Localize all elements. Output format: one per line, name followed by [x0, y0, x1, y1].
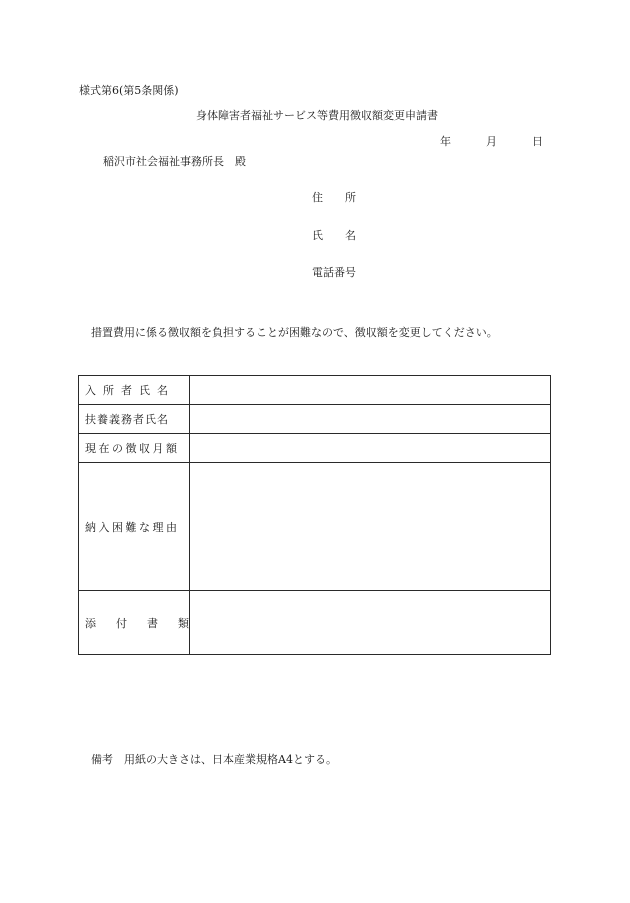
form-number: 様式第6(第5条関係)	[79, 84, 179, 97]
addressee: 稲沢市社会福祉事務所長 殿	[103, 155, 246, 168]
date-day: 日	[532, 135, 543, 148]
remarks-note: 備考 用紙の大きさは、日本産業規格A4とする。	[91, 753, 337, 766]
table-row-resident-name	[79, 376, 551, 405]
field-current-fee[interactable]	[190, 434, 551, 463]
label-guardian-name: 扶養義務者氏名	[79, 405, 190, 434]
date-year: 年	[440, 135, 451, 148]
field-resident-name[interactable]	[190, 376, 551, 405]
document-title: 身体障害者福祉サービス等費用徴収額変更申請書	[196, 109, 438, 122]
table-row-difficulty-reason	[79, 463, 551, 591]
applicant-phone-label: 電話番号	[312, 266, 356, 279]
field-guardian-name[interactable]	[190, 405, 551, 434]
label-attachments: 添付書類	[79, 591, 190, 655]
table-row-guardian-name	[79, 405, 551, 434]
field-attachments[interactable]	[190, 591, 551, 655]
label-current-fee: 現在の徴収月額	[79, 434, 190, 463]
table-row-current-fee	[79, 434, 551, 463]
applicant-name-label: 氏 名	[312, 229, 356, 242]
label-difficulty-reason: 納入困難な理由	[79, 463, 190, 591]
application-table	[78, 375, 551, 655]
label-resident-name: 入所者氏名	[79, 376, 190, 405]
applicant-address-label: 住 所	[312, 191, 356, 204]
request-statement: 措置費用に係る徴収額を負担することが困難なので、徴収額を変更してください。	[91, 326, 498, 339]
table-row-attachments	[79, 591, 551, 655]
date-line	[440, 133, 543, 149]
date-month: 月	[486, 135, 497, 148]
field-difficulty-reason[interactable]	[190, 463, 551, 591]
